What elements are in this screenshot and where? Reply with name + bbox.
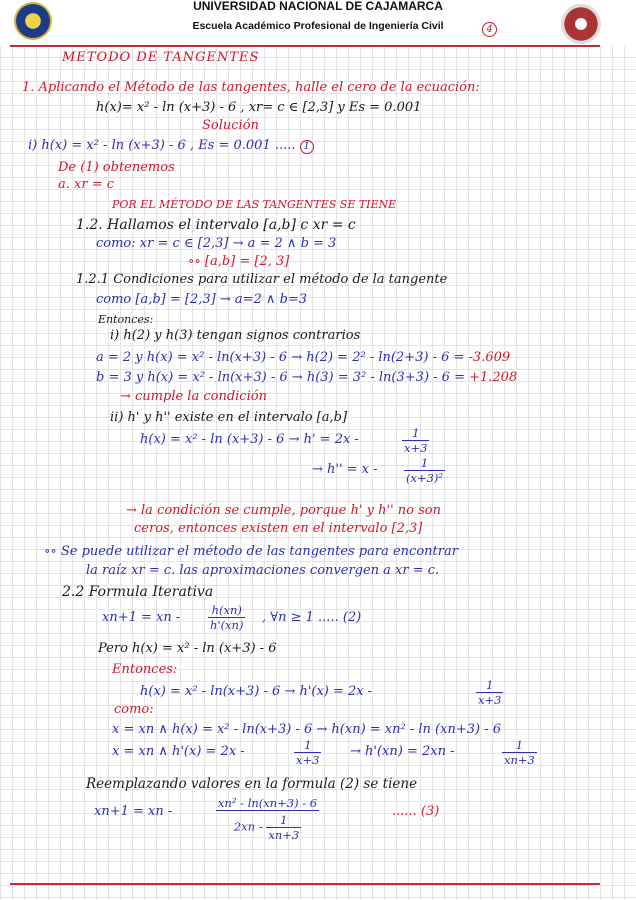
method-note: POR EL MÉTODO DE LAS TANGENTES SE TIENE [112,198,397,211]
h3-value: +1.208 [469,370,518,385]
solucion-heading: Solución [202,118,259,133]
section-2-2: 2.2 Formula Iterativa [62,584,214,600]
equation-number: 1 [300,140,314,154]
interval-result: ∘∘ [a,b] = [2, 3] [188,254,290,269]
problem-equation: h(x)= x² - ln (x+3) - 6 , xr= c ∈ [2,3] y Es = 0.001 [96,100,422,115]
step-i: i) h(x) = x² - ln (x+3) - 6 , Es = 0.001 ..... 1 [28,138,314,154]
cond-note-2: ceros, entonces existen en el intervalo [2,3] [134,521,423,536]
h2-value: -3.609 [468,350,511,365]
conclusion-2: la raíz xr = c. las aproximaciones convergen a xr = c. [86,563,440,578]
faculty-logo [561,4,601,44]
hsecond-fraction: $\frac{1}{\text{(x+3)²}}$ [406,456,444,485]
page-number: 4 [482,22,497,37]
pero-line: Pero h(x) = x² - ln (x+3) - 6 [98,641,277,656]
como-line-2: como [a,b] = [2,3] → a=2 ∧ b=3 [96,292,308,307]
iter-formula-lhs: xn+1 = xn - [102,610,181,625]
eval-h3: b = 3 y h(x) = x² - ln(x+3) - 6 → h(3) = 3² - ln(3+3) - 6 = +1.208 [96,370,518,385]
condition-i: i) h(2) y h(3) tengan signos contrarios [110,328,361,343]
final-fraction: xn² - ln(xn+3) - 6 2xn - $\frac{1}{xn+3}$ [218,796,318,842]
conclusion-1: ∘∘ Se puede utilizar el método de las tangentes para encontrar [44,544,458,559]
entonces-label: Entonces: [98,313,154,326]
eval-h2: a = 2 y h(x) = x² - ln(x+3) - 6 → h(2) = 2² - ln(2+3) - 6 = -3.609 [96,350,511,365]
xn-line-2: x = xn ∧ h'(x) = 2x - [112,744,245,759]
hsecond-line: → h'' = x - [312,462,378,477]
hprime-line: h(x) = x² - ln (x+3) - 6 → h' = 2x - [140,432,359,447]
como-label-3: como: [114,702,154,717]
section-1-2: 1.2. Hallamos el intervalo [a,b] c xr = c [76,217,356,233]
cumple-line: → cumple la condición [120,389,267,404]
final-formula-rhs: ...... (3) [392,804,440,819]
university-name: UNIVERSIDAD NACIONAL DE CAJAMARCA [193,0,443,13]
final-formula-lhs: xn+1 = xn - [94,804,173,819]
iter-fraction: $\frac{h(xn)}{h'(xn)}$ [210,603,244,632]
section-title: METODO DE TANGENTES [62,50,260,65]
page-header [0,0,636,46]
xn-line-2b: → h'(xn) = 2xn - [350,744,455,759]
de1-line: De (1) obtenemos [58,160,175,175]
xn-line-1: x = xn ∧ h(x) = x² - ln(x+3) - 6 → h(xn) = xn² - ln (xn+3) - 6 [112,722,501,737]
condition-ii: ii) h' y h'' existe en el intervalo [a,b] [110,410,348,425]
xn-fraction-2: $\frac{1}{xn+3}$ [504,738,535,767]
header-rule [10,45,600,47]
root-a-line: a. xr = c [58,177,114,192]
xn-fraction-1: $\frac{1}{x+3}$ [296,738,320,767]
section-1-2-1: 1.2.1 Condiciones para utilizar el método de la tangente [76,272,448,287]
cond-note-1: → la condición se cumple, porque h' y h'' no son [126,503,442,518]
school-name: Escuela Académico Profesional de Ingeniería Civil [192,20,444,32]
problem-statement: 1. Aplicando el Método de las tangentes, halle el cero de la ecuación: [22,80,480,95]
hprime-fraction: $\frac{1}{x+3}$ [404,426,428,455]
reemplazando-line: Reemplazando valores en la formula (2) se tiene [86,776,418,792]
hx-derivative-fraction: $\frac{1}{x+3}$ [478,678,502,707]
footer-rule [10,883,600,885]
entonces-label-2: Entonces: [112,662,178,677]
como-line-1: como: xr = c ∈ [2,3] → a = 2 ∧ b = 3 [96,236,337,251]
iter-formula-rhs: , ∀n ≥ 1 ..... (2) [262,610,362,625]
hx-derivative-line: h(x) = x² - ln(x+3) - 6 → h'(x) = 2x - [140,684,373,699]
